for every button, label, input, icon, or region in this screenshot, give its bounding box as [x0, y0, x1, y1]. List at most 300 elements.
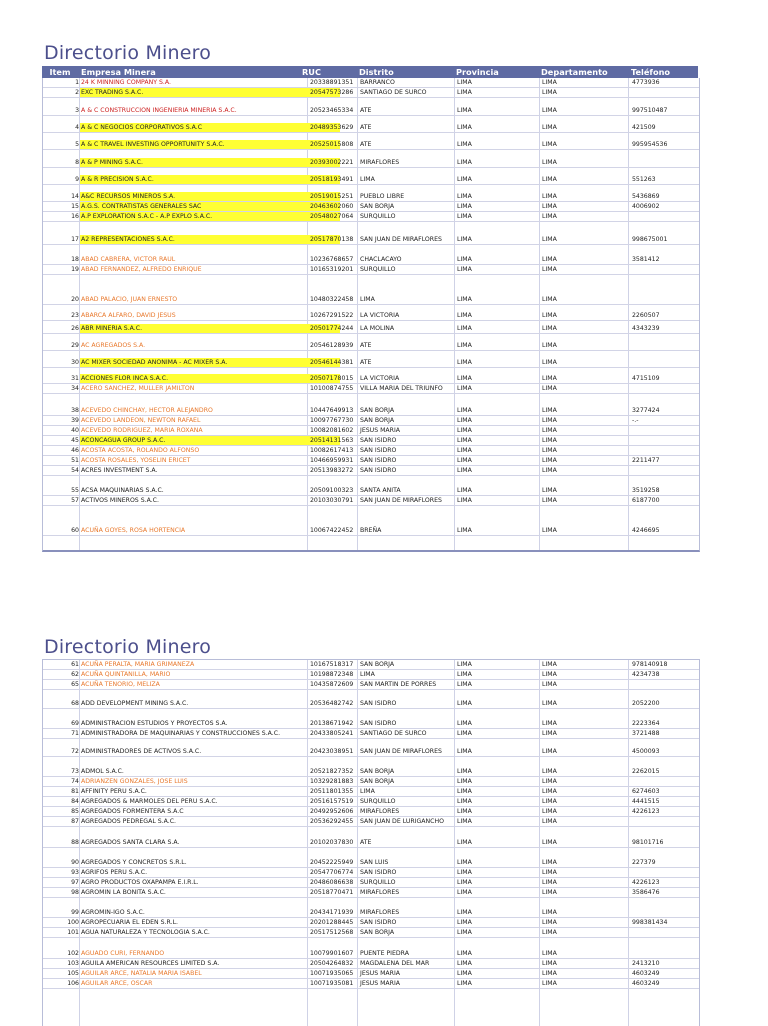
distrito-cell: SURQUILLO [360, 266, 396, 273]
telefono-cell: 4343239 [632, 325, 660, 332]
provincia-cell: LIMA [457, 681, 472, 688]
telefono-cell [630, 817, 700, 826]
ruc-cell: 20511801355 [310, 788, 354, 795]
distrito-cell: LA MOLINA [360, 325, 395, 332]
provincia-cell: LIMA [457, 107, 472, 114]
distrito-cell: SAN ISIDRO [360, 919, 397, 926]
empresa-cell: A2 REPRESENTACIONES S.A.C. [80, 235, 340, 244]
telefono-cell [630, 777, 700, 786]
item-cell: 3 [75, 107, 79, 114]
departamento-cell: LIMA [542, 798, 557, 805]
empresa-cell: AGREGADOS SANTA CLARA S.A. [81, 839, 180, 846]
table-row [43, 456, 699, 466]
distrito-cell: SURQUILLO [360, 213, 396, 220]
provincia-cell: LIMA [457, 375, 472, 382]
item-cell: 71 [71, 730, 79, 737]
empresa-cell: ACERO SANCHEZ, MULLER JAMILTON [81, 385, 195, 392]
ruc-cell: 20518770471 [310, 889, 354, 896]
distrito-cell: ATE [360, 107, 372, 114]
item-cell: 26 [71, 325, 79, 332]
empresa-cell: A & P MINING S.A.C. [80, 158, 340, 167]
ruc-cell: 20507178015 [310, 375, 354, 382]
distrito-cell: MAGDALENA DEL MAR [360, 960, 430, 967]
telefono-cell: 2262015 [632, 768, 660, 775]
ruc-cell: 10267291522 [310, 312, 354, 319]
table-row [43, 878, 699, 888]
table-row [43, 140, 699, 150]
provincia-cell: LIMA [457, 296, 472, 303]
table-row [43, 959, 699, 969]
ruc-cell: 20102037830 [310, 839, 354, 846]
provincia-cell: LIMA [457, 266, 472, 273]
table-row [43, 88, 699, 98]
distrito-cell: ATE [360, 141, 372, 148]
empresa-cell: A & C NEGOCIOS CORPORATIVOS S.A.C [80, 123, 340, 132]
item-cell: 9 [75, 176, 79, 183]
ruc-cell: 20452225949 [310, 859, 354, 866]
departamento-cell: LIMA [542, 437, 557, 444]
ruc-cell: 10198872348 [310, 671, 354, 678]
provincia-cell: LIMA [457, 879, 472, 886]
table-row [43, 777, 699, 787]
distrito-cell: MIRAFLORES [360, 909, 400, 916]
table-row [43, 374, 699, 384]
telefono-cell: 6274603 [632, 788, 660, 795]
provincia-cell: LIMA [457, 385, 472, 392]
ruc-cell: 10480322458 [310, 296, 354, 303]
departamento-cell: LIMA [542, 312, 557, 319]
table-row [43, 324, 699, 334]
table-row [43, 908, 699, 918]
distrito-cell: VILLA MARIA DEL TRIUNFO [360, 385, 443, 392]
distrito-cell: LIMA [360, 671, 375, 678]
distrito-cell: LIMA [360, 296, 375, 303]
item-cell: 23 [71, 312, 79, 319]
empresa-cell: AGUILAR ARCE, NATALIA MARIA ISABEL [81, 970, 202, 977]
item-cell: 46 [71, 447, 79, 454]
table-row [43, 175, 699, 185]
table-row [43, 767, 699, 777]
header-provincia: Provincia [456, 67, 499, 77]
telefono-cell [630, 868, 700, 877]
ruc-cell: 20546144381 [310, 359, 354, 366]
distrito-cell: ATE [360, 839, 372, 846]
ruc-cell: 20433805241 [310, 730, 354, 737]
item-cell: 5 [75, 141, 79, 148]
departamento-cell: LIMA [542, 124, 557, 131]
ruc-cell: 20501774244 [310, 325, 354, 332]
ruc-cell: 20519015251 [310, 193, 354, 200]
provincia-cell: LIMA [457, 447, 472, 454]
provincia-cell: LIMA [457, 671, 472, 678]
table-row [43, 426, 699, 436]
provincia-cell: LIMA [457, 141, 472, 148]
departamento-cell: LIMA [542, 748, 557, 755]
table-row [43, 212, 699, 222]
departamento-cell: LIMA [542, 720, 557, 727]
provincia-cell: LIMA [457, 213, 472, 220]
departamento-cell: LIMA [542, 325, 557, 332]
item-cell: 62 [71, 671, 79, 678]
telefono-cell: 3277424 [632, 407, 660, 414]
departamento-cell: LIMA [542, 730, 557, 737]
distrito-cell: CHACLACAYO [360, 256, 402, 263]
ruc-cell: 10067422452 [310, 527, 354, 534]
ruc-cell: 20536482742 [310, 700, 354, 707]
empresa-cell: EXC TRADING S.A.C. [80, 88, 340, 97]
distrito-cell: SAN ISIDRO [360, 447, 397, 454]
departamento-cell: LIMA [542, 980, 557, 987]
provincia-cell: LIMA [457, 869, 472, 876]
provincia-cell: LIMA [457, 700, 472, 707]
table-row [43, 680, 699, 690]
ruc-cell: 20103030791 [310, 497, 354, 504]
empresa-cell: A & C CONSTRUCCION INGENIERIA MINERIA S.A.C. [81, 107, 237, 114]
departamento-cell: LIMA [542, 970, 557, 977]
departamento-cell: LIMA [542, 859, 557, 866]
item-cell: 17 [71, 236, 79, 243]
provincia-cell: LIMA [457, 889, 472, 896]
table-row [43, 729, 699, 739]
departamento-cell: LIMA [542, 487, 557, 494]
item-cell: 2 [75, 89, 79, 96]
item-cell: 54 [71, 467, 79, 474]
provincia-cell: LIMA [457, 527, 472, 534]
distrito-cell: ATE [360, 359, 372, 366]
item-cell: 98 [71, 889, 79, 896]
empresa-cell: AGREGADOS & MARMOLES DEL PERU S.A.C. [81, 798, 218, 805]
ruc-cell: 20525015808 [310, 141, 354, 148]
empresa-cell: AGROMIN LA BONITA S.A.C. [81, 889, 166, 896]
item-cell: 18 [71, 256, 79, 263]
provincia-cell: LIMA [457, 325, 472, 332]
distrito-cell: BREÑA [360, 527, 382, 534]
provincia-cell: LIMA [457, 497, 472, 504]
distrito-cell: PUENTE PIEDRA [360, 950, 409, 957]
telefono-cell: 4715109 [632, 375, 660, 382]
table-row [43, 265, 699, 275]
telefono-cell [630, 949, 700, 958]
departamento-cell: LIMA [542, 960, 557, 967]
departamento-cell: LIMA [542, 457, 557, 464]
departamento-cell: LIMA [542, 909, 557, 916]
empresa-cell: AGREGADOS FORMENTERA S.A.C [81, 808, 184, 815]
distrito-cell: JESUS MARIA [360, 980, 401, 987]
provincia-cell: LIMA [457, 427, 472, 434]
item-cell: 61 [71, 661, 79, 668]
table-row [43, 928, 699, 938]
empresa-cell: ADMINISTRADORES DE ACTIVOS S.A.C. [81, 748, 202, 755]
ruc-cell: 20518193491 [310, 176, 354, 183]
empresa-cell: ACSA MAQUINARIAS S.A.C. [81, 487, 164, 494]
item-cell: 69 [71, 720, 79, 727]
ruc-cell: 20548027064 [310, 213, 354, 220]
empresa-cell: AGRO PRODUCTOS OXAPAMPA E.I.R.L. [81, 879, 199, 886]
table-row [43, 202, 699, 212]
departamento-cell: LIMA [542, 141, 557, 148]
provincia-cell: LIMA [457, 960, 472, 967]
telefono-cell [630, 384, 700, 393]
telefono-cell: 4234738 [632, 671, 660, 678]
telefono-cell [630, 680, 700, 689]
table-row [43, 311, 699, 321]
item-cell: 74 [71, 778, 79, 785]
empresa-cell: ADMINISTRACION ESTUDIOS Y PROYECTOS S.A. [81, 720, 228, 727]
telefono-cell: 2260507 [632, 312, 660, 319]
empresa-cell: AGROMIN-IGO S.A.C. [81, 909, 145, 916]
telefono-cell [630, 88, 700, 97]
distrito-cell: SAN JUAN DE MIRAFLORES [360, 497, 442, 504]
table-row [43, 817, 699, 827]
empresa-cell: A & C TRAVEL INVESTING OPPORTUNITY S.A.C. [80, 140, 340, 149]
departamento-cell: LIMA [542, 467, 557, 474]
empresa-cell: ADMOL S.A.C. [81, 768, 124, 775]
ruc-cell: 10082617413 [310, 447, 354, 454]
table-row [43, 918, 699, 928]
ruc-cell: 20393002221 [310, 159, 354, 166]
ruc-cell: 10236768657 [310, 256, 354, 263]
item-cell: 93 [71, 869, 79, 876]
distrito-cell: LA VICTORIA [360, 375, 400, 382]
telefono-cell: -.- [632, 417, 639, 424]
item-cell: 87 [71, 818, 79, 825]
empresa-cell: A.G.S. CONTRATISTAS GENERALES SAC [80, 202, 340, 211]
item-cell: 103 [67, 960, 79, 967]
departamento-cell: LIMA [542, 296, 557, 303]
departamento-cell: LIMA [542, 176, 557, 183]
ruc-cell: 20463602060 [310, 203, 354, 210]
table-row [43, 158, 699, 168]
item-cell: 72 [71, 748, 79, 755]
ruc-cell: 10466959931 [310, 457, 354, 464]
empresa-cell: AGUA NATURALEZA Y TECNOLOGIA S.A.C. [81, 929, 210, 936]
departamento-cell: LIMA [542, 213, 557, 220]
departamento-cell: LIMA [542, 266, 557, 273]
empresa-cell: ADRIANZEN GONZALES, JOSE LUIS [81, 778, 188, 785]
distrito-cell: SAN BORJA [360, 203, 395, 210]
table-row [43, 969, 699, 979]
distrito-cell: MIRAFLORES [360, 808, 400, 815]
telefono-cell: 3519258 [632, 487, 660, 494]
telefono-cell: 4773936 [632, 79, 660, 86]
empresa-cell: AFFINITY PERU S.A.C. [81, 788, 147, 795]
item-cell: 99 [71, 909, 79, 916]
empresa-cell: AGRIFOS PERU S.A.C. [81, 869, 148, 876]
provincia-cell: LIMA [457, 909, 472, 916]
empresa-cell: AC MIXER SOCIEDAD ANONIMA - AC MIXER S.A. [80, 358, 340, 367]
empresa-cell: ABAD CABRERA, VICTOR RAUL [81, 256, 176, 263]
departamento-cell: LIMA [542, 89, 557, 96]
distrito-cell: SAN JUAN DE LURIGANCHO [360, 818, 444, 825]
telefono-cell [630, 158, 700, 167]
departamento-cell: LIMA [542, 497, 557, 504]
item-cell: 29 [71, 342, 79, 349]
distrito-cell: SAN LUIS [360, 859, 389, 866]
distrito-cell: LIMA [360, 176, 375, 183]
provincia-cell: LIMA [457, 839, 472, 846]
item-cell: 60 [71, 527, 79, 534]
table-row [43, 747, 699, 757]
provincia-cell: LIMA [457, 798, 472, 805]
departamento-cell: LIMA [542, 203, 557, 210]
item-cell: 16 [71, 213, 79, 220]
provincia-cell: LIMA [457, 970, 472, 977]
departamento-cell: LIMA [542, 417, 557, 424]
telefono-cell: 421509 [632, 124, 656, 131]
telefono-cell [630, 466, 700, 475]
provincia-cell: LIMA [457, 467, 472, 474]
table-row [43, 888, 699, 898]
ruc-cell: 20434171939 [310, 909, 354, 916]
distrito-cell: SAN ISIDRO [360, 437, 397, 444]
ruc-cell: 20513983272 [310, 467, 354, 474]
distrito-cell: LIMA [360, 788, 375, 795]
telefono-cell: 3581412 [632, 256, 660, 263]
table-row [43, 486, 699, 496]
provincia-cell: LIMA [457, 203, 472, 210]
empresa-cell: ACUÑA TENORIO, MELIZA [81, 681, 160, 688]
item-cell: 4 [75, 124, 79, 131]
header-distrito: Distrito [359, 67, 394, 77]
departamento-cell: LIMA [542, 879, 557, 886]
provincia-cell: LIMA [457, 124, 472, 131]
empresa-cell: ACUÑA GOYES, ROSA HORTENCIA [81, 527, 186, 534]
item-cell: 8 [75, 159, 79, 166]
telefono-cell [630, 341, 700, 350]
ruc-cell: 10447649913 [310, 407, 354, 414]
telefono-cell: 4226123 [632, 879, 660, 886]
telefono-cell: 978140918 [632, 661, 668, 668]
table-row [43, 807, 699, 817]
empresa-cell: ADMINISTRADORA DE MAQUINARIAS Y CONSTRUCCIONES S.A.C. [81, 730, 281, 737]
item-cell: 19 [71, 266, 79, 273]
empresa-cell: ACEVEDO LANDEON, NEWTON RAFAEL [81, 417, 201, 424]
empresa-cell: AC AGREGADOS S.A. [81, 342, 146, 349]
ruc-cell: 20138671942 [310, 720, 354, 727]
provincia-cell: LIMA [457, 407, 472, 414]
telefono-cell [630, 358, 700, 367]
table-row [43, 78, 699, 88]
item-cell: 102 [67, 950, 79, 957]
ruc-cell: 20492952606 [310, 808, 354, 815]
distrito-cell: SAN ISIDRO [360, 467, 397, 474]
ruc-cell: 20486086638 [310, 879, 354, 886]
ruc-cell: 20338891351 [310, 79, 354, 86]
table-row [43, 949, 699, 959]
departamento-cell: LIMA [542, 236, 557, 243]
departamento-cell: LIMA [542, 447, 557, 454]
ruc-cell: 20509100323 [310, 487, 354, 494]
table-row [43, 868, 699, 878]
telefono-cell: 4006902 [632, 203, 660, 210]
provincia-cell: LIMA [457, 417, 472, 424]
empresa-cell: ACEVEDO RODRIGUEZ, MARIA ROXANA [81, 427, 203, 434]
telefono-cell: 998381434 [632, 919, 668, 926]
table-row [43, 787, 699, 797]
provincia-cell: LIMA [457, 236, 472, 243]
telefono-cell: 551263 [632, 176, 656, 183]
ruc-cell: 20547706774 [310, 869, 354, 876]
distrito-cell: MIRAFLORES [360, 159, 400, 166]
table-row [43, 838, 699, 848]
table-row [43, 295, 699, 305]
telefono-cell: 4603249 [632, 970, 660, 977]
departamento-cell: LIMA [542, 107, 557, 114]
table-row [43, 106, 699, 116]
distrito-cell: SAN ISIDRO [360, 720, 397, 727]
distrito-cell: PUEBLO LIBRE [360, 193, 405, 200]
ruc-cell: 20201288445 [310, 919, 354, 926]
item-cell: 45 [71, 437, 79, 444]
departamento-cell: LIMA [542, 778, 557, 785]
item-cell: 57 [71, 497, 79, 504]
telefono-cell: 997510487 [632, 107, 668, 114]
table-row [43, 341, 699, 351]
telefono-cell: 3586476 [632, 889, 660, 896]
ruc-cell: 20523465334 [310, 107, 354, 114]
provincia-cell: LIMA [457, 661, 472, 668]
directory-table-page-2 [42, 659, 700, 1026]
departamento-cell: LIMA [542, 159, 557, 166]
departamento-cell: LIMA [542, 193, 557, 200]
departamento-cell: LIMA [542, 79, 557, 86]
table-row [43, 858, 699, 868]
page-title-2: Directorio Minero [44, 636, 212, 658]
item-cell: 65 [71, 681, 79, 688]
empresa-cell: ABR MINERIA S.A.C. [80, 324, 340, 333]
provincia-cell: LIMA [457, 437, 472, 444]
item-cell: 14 [71, 193, 79, 200]
ruc-cell: 20546128939 [310, 342, 354, 349]
telefono-cell: 4603249 [632, 980, 660, 987]
provincia-cell: LIMA [457, 808, 472, 815]
provincia-cell: LIMA [457, 929, 472, 936]
item-cell: 1 [75, 79, 79, 86]
telefono-cell: 5436869 [632, 193, 660, 200]
telefono-cell: 227379 [632, 859, 656, 866]
table-row [43, 255, 699, 265]
empresa-cell: ACOSTA ROSALES, YOSELIN ERICET [81, 457, 191, 464]
departamento-cell: LIMA [542, 700, 557, 707]
distrito-cell: SAN ISIDRO [360, 457, 397, 464]
departamento-cell: LIMA [542, 839, 557, 846]
item-cell: 81 [71, 788, 79, 795]
item-cell: 38 [71, 407, 79, 414]
item-cell: 88 [71, 839, 79, 846]
departamento-cell: LIMA [542, 808, 557, 815]
telefono-cell [630, 265, 700, 274]
item-cell: 90 [71, 859, 79, 866]
ruc-cell: 10329281883 [310, 778, 354, 785]
ruc-cell: 20536292455 [310, 818, 354, 825]
provincia-cell: LIMA [457, 176, 472, 183]
distrito-cell: SAN JUAN DE MIRAFLORES [360, 748, 442, 755]
ruc-cell: 10167518317 [310, 661, 354, 668]
ruc-cell: 10097767730 [310, 417, 354, 424]
distrito-cell: JESUS MARIA [360, 427, 401, 434]
distrito-cell: SAN BORJA [360, 778, 395, 785]
provincia-cell: LIMA [457, 342, 472, 349]
empresa-cell: AGUILAR ARCE, OSCAR [81, 980, 153, 987]
departamento-cell: LIMA [542, 788, 557, 795]
departamento-cell: LIMA [542, 818, 557, 825]
ruc-cell: 20423038951 [310, 748, 354, 755]
telefono-cell: 6187700 [632, 497, 660, 504]
distrito-cell: ATE [360, 342, 372, 349]
item-cell: 20 [71, 296, 79, 303]
item-cell: 68 [71, 700, 79, 707]
provincia-cell: LIMA [457, 159, 472, 166]
